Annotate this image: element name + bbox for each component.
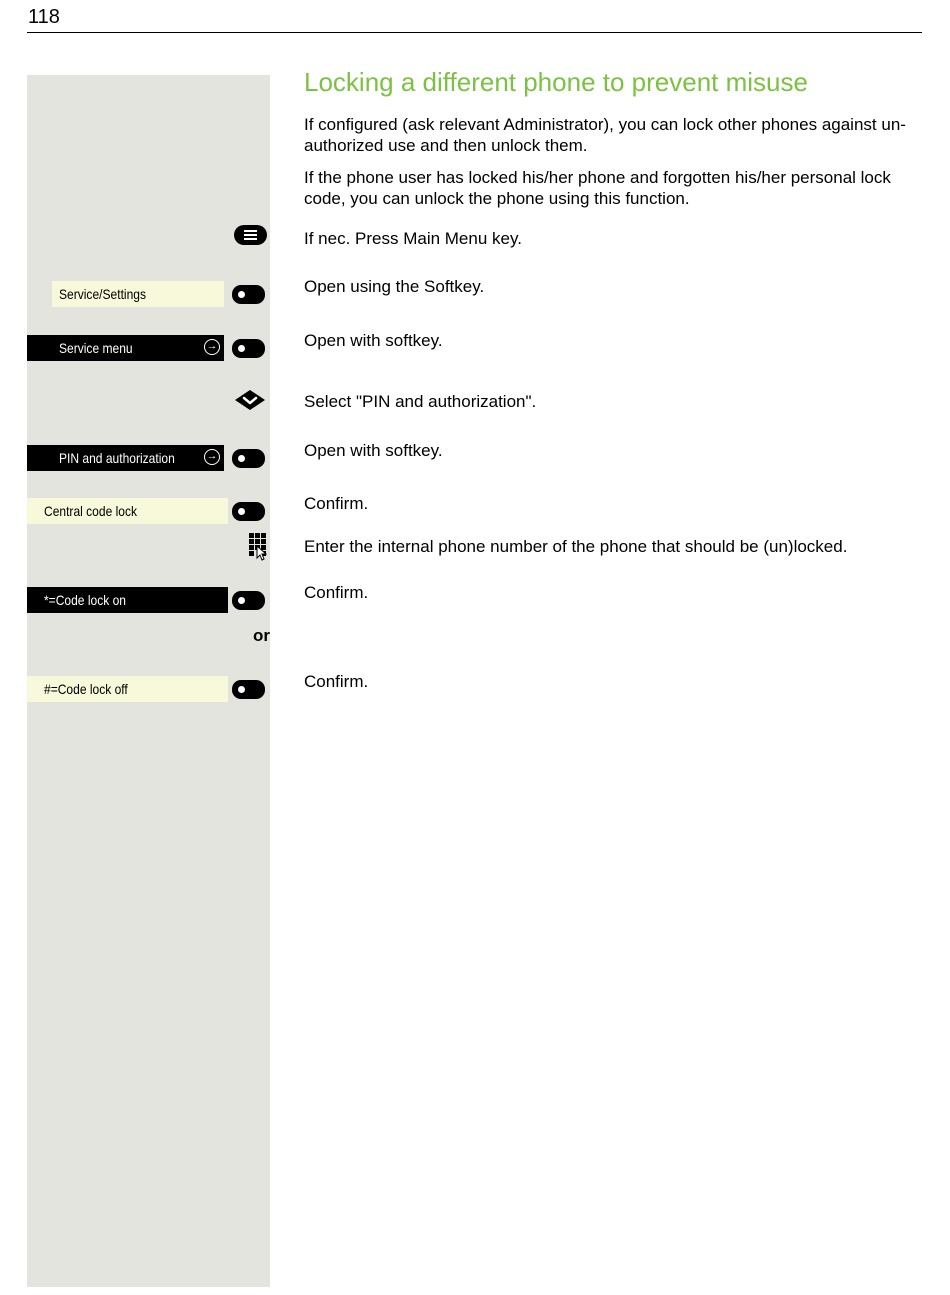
intro-paragraph-2: If the phone user has locked his/her phone and forgotten his/her personal lock code, you can unlock the phone using this function. [304,168,891,208]
service-settings-label: Service/Settings [52,281,224,307]
step-code-lock-off-text: Confirm. [304,672,369,691]
softkey-icon[interactable] [232,502,265,521]
softkey-icon[interactable] [232,591,265,610]
step-enter-number-text: Enter the internal phone number of the phone that should be (un)locked. [304,537,848,556]
arrow-right-icon: → [204,339,220,355]
step-service-settings-text: Open using the Softkey. [304,277,485,296]
pin-authorization-label: PIN and authorization → [27,445,224,471]
softkey-icon[interactable] [232,285,265,304]
page-title: Locking a different phone to prevent misuse [304,67,808,97]
softkey-icon[interactable] [232,339,265,358]
step-select-pin-text: Select "PIN and authorization". [304,392,537,411]
softkey-icon[interactable] [232,680,265,699]
code-lock-on-label: *=Code lock on [27,587,228,613]
page-number: 118 [28,6,60,28]
header-divider [27,32,922,33]
keypad-icon[interactable] [249,533,269,561]
arrow-right-icon: → [204,449,220,465]
step-service-menu-text: Open with softkey. [304,331,443,350]
central-code-lock-label: Central code lock [27,498,228,524]
step-main-menu-text: If nec. Press Main Menu key. [304,229,522,248]
service-menu-label: Service menu → [27,335,224,361]
step-pin-authorization-text: Open with softkey. [304,441,443,460]
navigation-down-icon[interactable] [234,389,266,411]
intro-paragraph-1: If configured (ask relevant Administrator), you can lock other phones against un-authorized use and then unlock them. [304,115,906,155]
main-menu-key-icon[interactable] [234,225,267,245]
code-lock-off-label: #=Code lock off [27,676,228,702]
or-separator: or [253,626,270,645]
step-central-code-lock-text: Confirm. [304,494,369,513]
softkey-icon[interactable] [232,449,265,468]
step-code-lock-on-text: Confirm. [304,583,369,602]
